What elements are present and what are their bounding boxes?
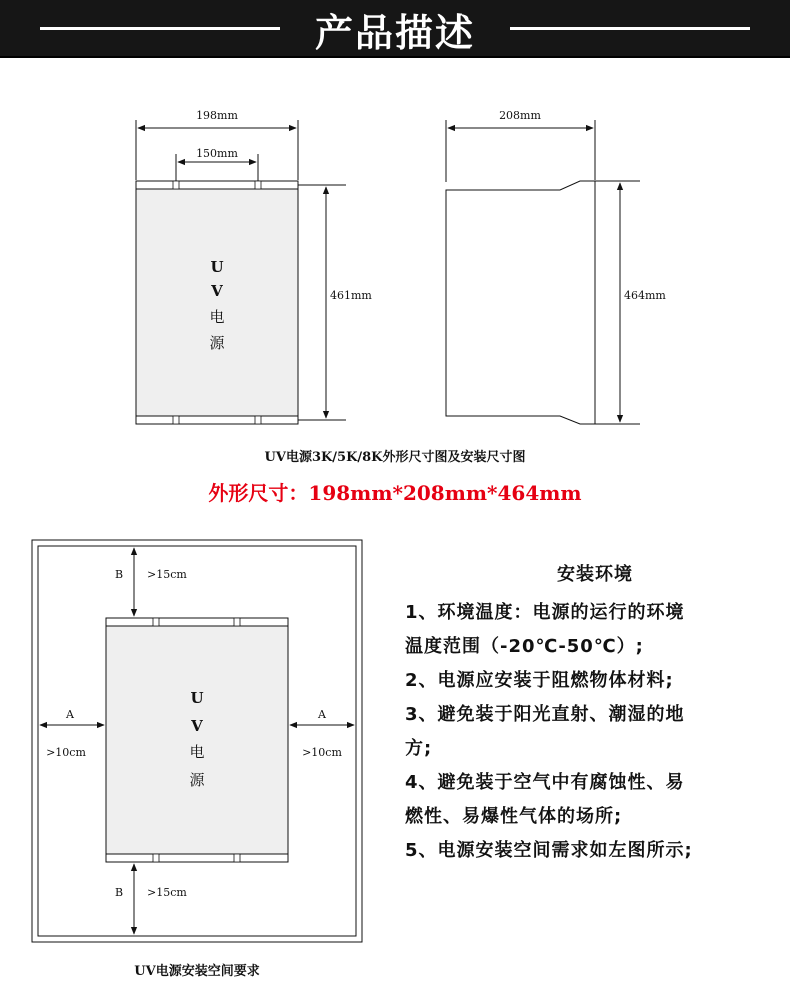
right-clearance-value: >10cm [302,746,342,759]
hole-spacing-label: 150mm [196,147,238,160]
front-height-label: 461mm [330,289,372,302]
front-label-dian: 电 [209,308,225,326]
environment-line: 方; [405,738,433,759]
front-width-label: 198mm [196,109,238,122]
environment-heading: 安装环境 [557,564,633,585]
environment-line: 1、环境温度：电源的运行的环境 [405,602,685,623]
install-label-dian: 电 [189,743,205,761]
install-caption: UV电源安装空间要求 [134,964,260,979]
side-view [446,109,666,424]
bottom-clearance-letter: B [114,886,124,899]
top-clearance-letter: B [114,568,124,581]
environment-line: 燃性、易爆性气体的场所; [405,806,623,827]
install-label-v: V [191,717,203,735]
side-width-label: 208mm [499,109,541,122]
install-clearance-diagram [32,540,362,942]
install-label-yuan: 源 [189,771,205,789]
dimension-caption: UV电源3K/5K/8K外形尺寸图及安装尺寸图 [264,450,526,465]
left-clearance-value: >10cm [46,746,86,759]
front-label-yuan: 源 [209,334,225,352]
right-clearance-letter: A [318,708,326,721]
side-height-label: 464mm [624,289,666,302]
front-label-u: U [210,258,224,276]
install-environment [405,560,785,868]
front-label-v: V [211,282,223,300]
environment-line: 2、电源应安装于阻燃物体材料; [405,670,674,691]
bottom-clearance-value: >15cm [147,886,187,899]
top-clearance-value: >15cm [147,568,187,581]
environment-line: 温度范围（-20℃-50℃）; [405,636,644,657]
overall-dimensions: 外形尺寸：198mm*208mm*464mm [208,481,582,505]
page-title: 产品描述 [314,11,475,55]
front-view [136,109,372,424]
environment-line: 4、避免装于空气中有腐蚀性、易 [405,772,685,793]
environment-line: 3、避免装于阳光直射、潮湿的地 [405,704,685,725]
left-clearance-letter: A [66,708,74,721]
environment-line: 5、电源安装空间需求如左图所示; [405,840,693,861]
install-label-u: U [190,689,204,707]
